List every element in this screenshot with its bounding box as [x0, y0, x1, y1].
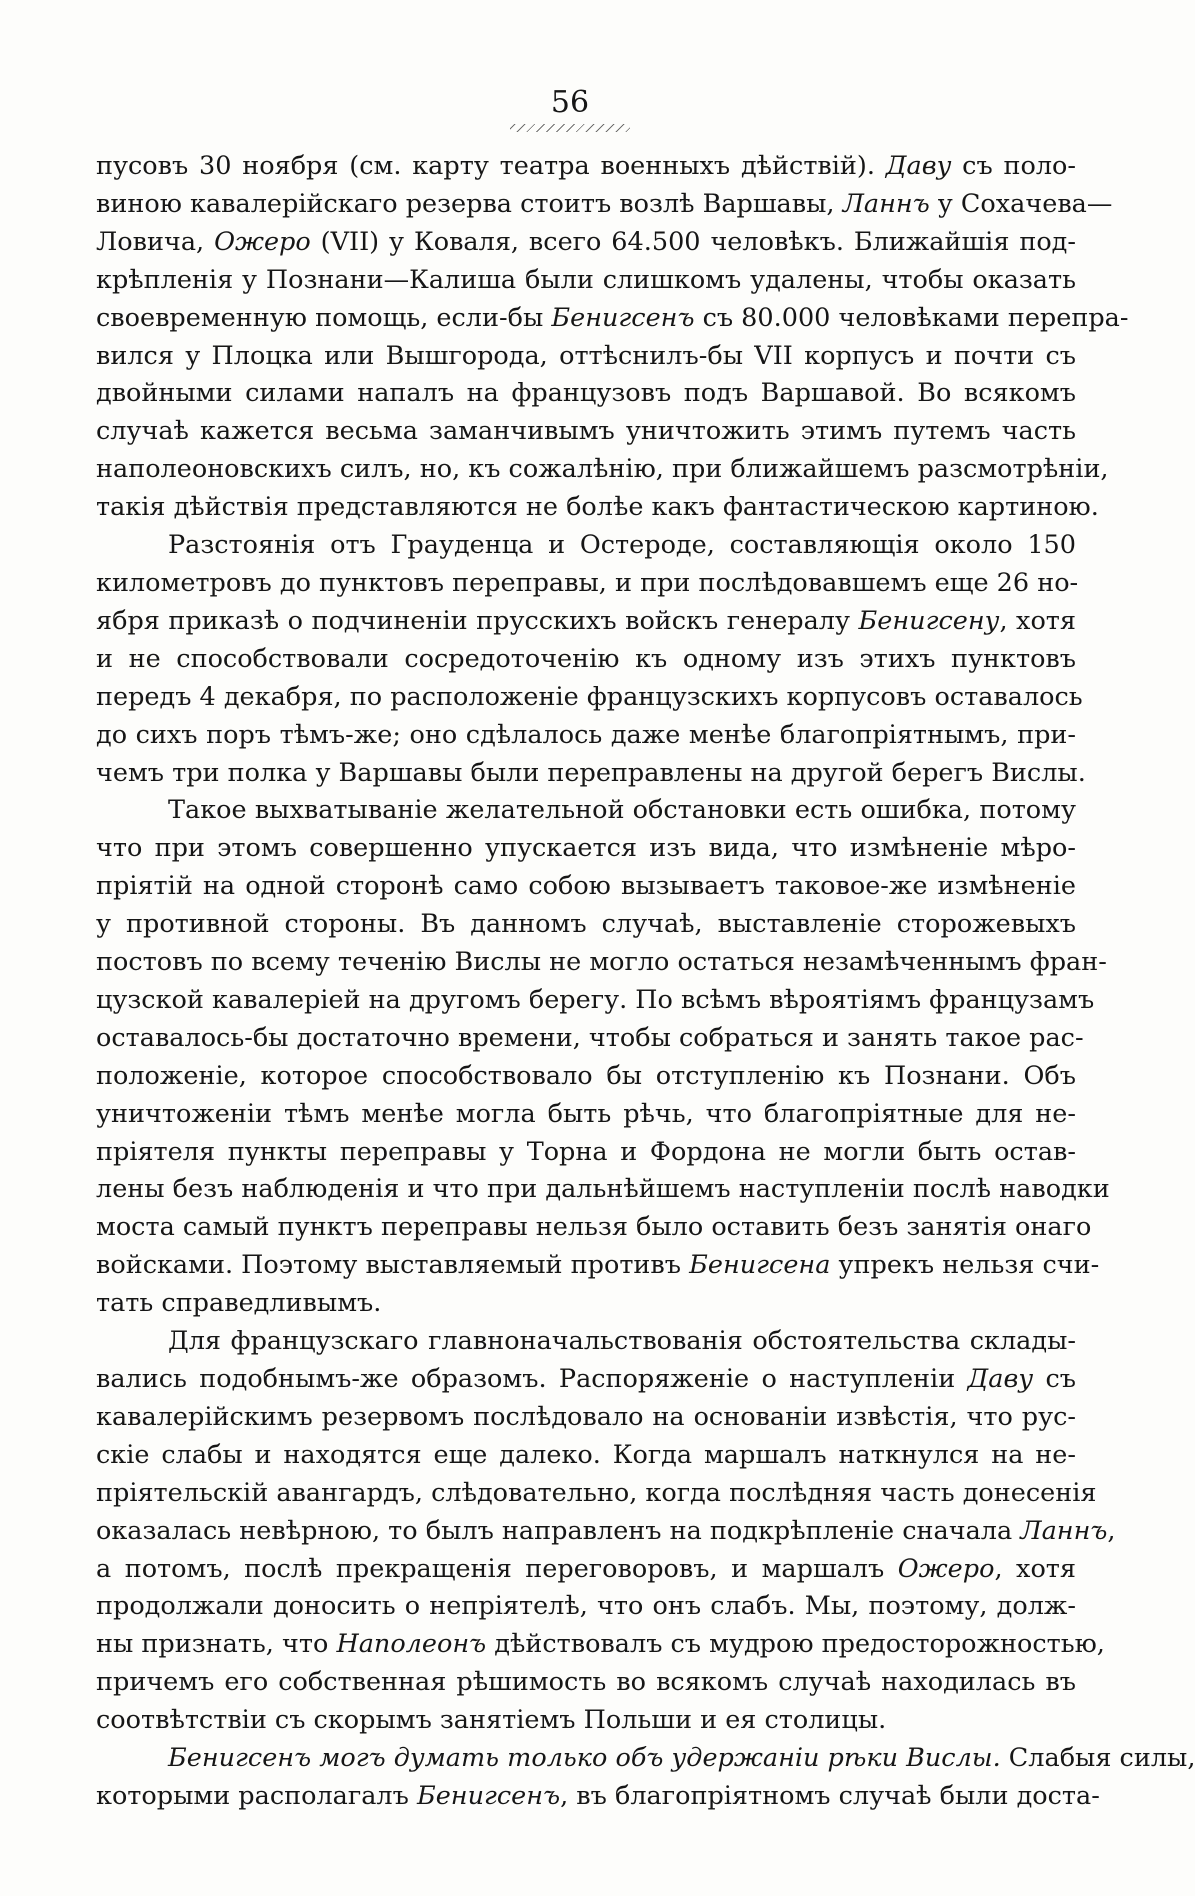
text-line: а потомъ, послѣ прекращенія переговоровъ, и маршалъ Ожеро, хотя: [96, 1553, 1076, 1584]
italic-name: Даву: [967, 1364, 1034, 1394]
text-line: которыми располагалъ Бенигсенъ, въ благопріятномъ случаѣ были доста-: [96, 1780, 1100, 1811]
italic-name: Бенигсену: [858, 605, 1000, 636]
italic-name: Даву: [885, 151, 952, 181]
italic-name: Ланнъ: [1020, 1515, 1108, 1546]
text-line: причемъ его собственная рѣшимость во всякомъ случаѣ находилась въ: [96, 1667, 1076, 1698]
text-line: своевременную помощь, если-бы Бенигсенъ съ 80.000 человѣками перепра-: [96, 302, 1129, 333]
text-line: ны признать, что Наполеонъ дѣйствовалъ съ мудрою предосторожностью,: [96, 1629, 1105, 1660]
text-line: Такое выхватываніе желательной обстановки есть ошибка, потому: [168, 795, 1076, 826]
text-line: моста самый пунктъ переправы нельзя было оставить безъ занятія онаго: [96, 1212, 1092, 1243]
text-line: продолжали доносить о непріятелѣ, что онъ слабъ. Мы, поэтому, долж-: [96, 1591, 1076, 1622]
text-line: Ловича, Ожеро (VII) у Коваля, всего 64.500 человѣкъ. Ближайшія под-: [96, 226, 1076, 257]
text-line: пріятельскій авангардъ, слѣдовательно, когда послѣдняя часть донесенія: [96, 1477, 1097, 1508]
text-line: километровъ до пунктовъ переправы, и при послѣдовавшемъ еще 26 но-: [96, 567, 1079, 598]
text-line: передъ 4 декабря, по расположеніе французскихъ корпусовъ оставалось: [96, 681, 1083, 712]
paragraph: [96, 527, 1086, 792]
text-line: пусовъ 30 ноября (см. карту театра военныхъ дѣйствій). Даву съ поло-: [96, 151, 1077, 181]
paragraph: [96, 1740, 1195, 1816]
text-line: крѣпленія у Познани—Калиша были слишкомъ удалены, чтобы оказать: [96, 264, 1076, 295]
text-line: тать справедливымъ.: [96, 1288, 382, 1319]
text-line: Для французскаго главноначальствованія обстоятельства склады-: [168, 1326, 1076, 1357]
paragraph: [96, 792, 1110, 1323]
text-line: вился у Плоцка или Вышгорода, оттѣснилъ-бы VII корпусъ и почти съ: [96, 340, 1076, 371]
text-line: оставалось-бы достаточно времени, чтобы собраться и занять такое рас-: [96, 1022, 1084, 1053]
body-text: [96, 148, 1195, 1816]
text-line: положеніе, которое способствовало бы отступленію къ Познани. Объ: [96, 1060, 1076, 1091]
text-line: у противной стороны. Въ данномъ случаѣ, выставленіе сторожевыхъ: [96, 909, 1076, 940]
text-line: постовъ по всему теченію Вислы не могло остаться незамѣченнымъ фран-: [96, 947, 1107, 978]
text-line: уничтоженіи тѣмъ менѣе могла быть рѣчь, что благопріятные для не-: [96, 1098, 1076, 1129]
italic-name: Наполеонъ: [336, 1629, 487, 1660]
italic-name: Бенигсенъ: [416, 1780, 561, 1811]
italic-name: Бенигсенъ могъ думать только объ удержаніи рѣки Вислы.: [168, 1743, 1001, 1774]
italic-name: Бенигсенъ: [551, 302, 695, 333]
italic-name: Ожеро: [214, 226, 311, 257]
text-line: скіе слабы и находятся еще далеко. Когда маршалъ наткнулся на не-: [96, 1439, 1076, 1470]
text-line: и не способствовали сосредоточенію къ одному изъ этихъ пунктовъ: [96, 643, 1076, 674]
text-line: цузской кавалеріей на другомъ берегу. По всѣмъ вѣроятіямъ французамъ: [96, 984, 1095, 1015]
text-line: наполеоновскихъ силъ, но, къ сожалѣнію, при ближайшемъ разсмотрѣніи,: [96, 454, 1109, 485]
page-number-ornament: [510, 124, 630, 132]
paragraph: [96, 148, 1129, 527]
paragraph: [96, 1323, 1116, 1740]
text-line: случаѣ кажется весьма заманчивымъ уничтожить этимъ путемъ часть: [96, 416, 1076, 447]
text-line: кавалерійскимъ резервомъ послѣдовало на основаніи извѣстія, что рус-: [96, 1401, 1076, 1432]
italic-name: Ланнъ: [842, 188, 930, 219]
text-line: вались подобнымъ-же образомъ. Распоряженіе о наступленіи Даву съ: [96, 1364, 1076, 1394]
text-line: пріятеля пункты переправы у Торна и Фордона не могли быть остав-: [96, 1136, 1076, 1167]
text-line: лены безъ наблюденія и что при дальнѣйшемъ наступленіи послѣ наводки: [96, 1174, 1110, 1205]
text-line: ября приказѣ о подчиненіи прусскихъ войскъ генералу Бенигсену, хотя: [96, 605, 1076, 636]
text-line: виною кавалерійскаго резерва стоитъ возлѣ Варшавы, Ланнъ у Сохачева—: [96, 188, 1113, 219]
text-line: до сихъ поръ тѣмъ-же; оно сдѣлалось даже менѣе благопріятнымъ, при-: [96, 719, 1076, 750]
text-line: что при этомъ совершенно упускается изъ вида, что измѣненіе мѣро-: [96, 833, 1076, 864]
text-line: Бенигсенъ могъ думать только объ удержаніи рѣки Вислы. Слабыя силы,: [168, 1743, 1195, 1774]
text-line: двойными силами напалъ на французовъ подъ Варшавой. Во всякомъ: [96, 378, 1076, 409]
text-line: войсками. Поэтому выставляемый противъ Бенигсена упрекъ нельзя счи-: [96, 1250, 1100, 1281]
text-line: соотвѣтствіи съ скорымъ занятіемъ Польши и ея столицы.: [96, 1705, 887, 1736]
text-line: такія дѣйствія представляются не болѣе какъ фантастическою картиною.: [96, 492, 1099, 523]
text-line: Разстоянія отъ Грауденца и Остероде, составляющія около 150: [168, 530, 1076, 561]
text-line: чемъ три полка у Варшавы были переправлены на другой берегъ Вислы.: [96, 757, 1086, 788]
italic-name: Ожеро: [897, 1553, 995, 1584]
italic-name: Бенигсена: [689, 1250, 831, 1281]
text-line: оказалась невѣрною, то былъ направленъ на подкрѣпленіе сначала Ланнъ,: [96, 1515, 1116, 1546]
text-line: пріятій на одной сторонѣ само собою вызываетъ таковое-же измѣненіе: [96, 871, 1076, 902]
page-number: 56: [550, 85, 590, 120]
